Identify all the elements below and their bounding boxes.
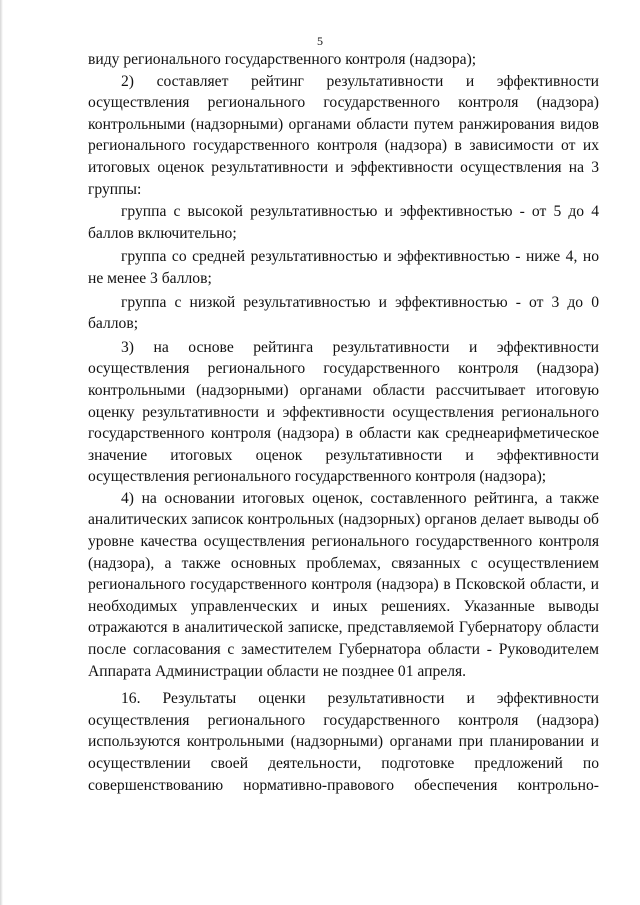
paragraph-group-low: группа с низкой результативностью и эффективностью - от 3 до 0 баллов;	[88, 293, 599, 333]
paragraph-continuation: виду регионального государственного контроля (надзора);	[88, 51, 477, 68]
page-number: 5	[317, 34, 323, 48]
paragraph-section-16: 16. Результаты оценки результативности и эффективности осуществления регионального государственного контроля (надзора) используются контрольными (надзорными) органами при планировании и осуществлении своей деятельности, подготовке предложений по совершенствованию нормативно-правового обеспечения контрольно-	[88, 690, 599, 794]
scan-edge	[0, 0, 3, 905]
paragraph-item-2: 2) составляет рейтинг результативности и эффективности осуществления регионального государственного контроля (надзора) контрольными (надзорными) органами области путем ранжирования видов регионального государственного контроля (надзора) в зависимости от их итоговых оценок результативности и эффективности осуществления на 3 группы:	[88, 72, 599, 198]
paragraph-item-4: 4) на основании итоговых оценок, составленного рейтинга, а также аналитических записок контрольных (надзорных) органов делает выводы об уровне качества осуществления регионального государственного контроля (надзора), а также основных проблемах, связанных с осуществлением регионального государственного контроля (надзора) в Псковской области, и необходимых управленческих и иных решениях. Указанные выводы отражаются в аналитической записке, представляемой Губернатору области после согласования с заместителем Губернатора области - Руководителем Аппарата Администрации области не позднее 01 апреля.	[88, 489, 599, 680]
document-body	[88, 49, 599, 796]
paragraph-item-3: 3) на основе рейтинга результативности и эффективности осуществления регионального государственного контроля (надзора) контрольными (надзорными) органами области рассчитывает итоговую оценку результативности и эффективности осуществления регионального государственного контроля (надзора) в области как среднеарифметическое значение итоговых оценок результативности и эффективности осуществления регионального государственного контроля (надзора);	[88, 338, 599, 486]
paragraph-group-high: группа с высокой результативностью и эффективностью - от 5 до 4 баллов включительно;	[88, 203, 599, 242]
paragraph-group-medium: группа со средней результативностью и эффективностью - ниже 4, но не менее 3 баллов;	[88, 248, 599, 287]
